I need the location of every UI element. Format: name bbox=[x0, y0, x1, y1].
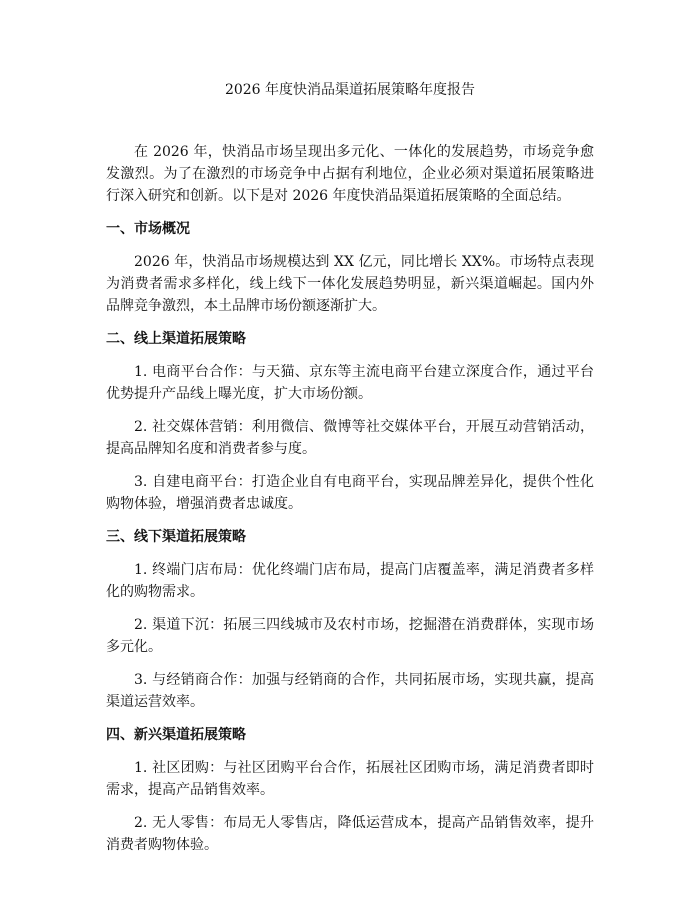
document-title: 2026 年度快消品渠道拓展策略年度报告 bbox=[224, 82, 476, 98]
list-item: 3. 自建电商平台：打造企业自有电商平台，实现品牌差异化，提供个性化购物体验，增强消费者忠诚度。 bbox=[106, 474, 594, 512]
list-item: 2. 渠道下沉：拓展三四线城市及农村市场，挖掘潜在消费群体，实现市场多元化。 bbox=[106, 617, 594, 655]
list-item: 1. 电商平台合作：与天猫、京东等主流电商平台建立深度合作，通过平台优势提升产品线上曝光度，扩大市场份额。 bbox=[106, 364, 594, 402]
intro-paragraph: 在 2026 年，快消品市场呈现出多元化、一体化的发展趋势，市场竞争愈发激烈。为了在激烈的市场竞争中占据有利地位，企业必须对渠道拓展策略进行深入研究和创新。以下是对 2026 年度快消品渠道拓展策略的全面总结。 bbox=[106, 144, 594, 204]
list-item: 2. 无人零售：布局无人零售店，降低运营成本，提高产品销售效率，提升消费者购物体验。 bbox=[106, 815, 594, 853]
section-heading-offline-channels: 三、线下渠道拓展策略 bbox=[106, 529, 246, 545]
list-item: 1. 终端门店布局：优化终端门店布局，提高门店覆盖率，满足消费者多样化的购物需求。 bbox=[106, 562, 594, 600]
section-heading-online-channels: 二、线上渠道拓展策略 bbox=[106, 331, 246, 347]
section-heading-emerging-channels: 四、新兴渠道拓展策略 bbox=[106, 727, 246, 743]
document-body bbox=[106, 141, 594, 867]
list-item: 3. 与经销商合作：加强与经销商的合作，共同拓展市场，实现共赢，提高渠道运营效率。 bbox=[106, 672, 594, 710]
section-heading-market-overview: 一、市场概况 bbox=[106, 221, 190, 237]
section-paragraph: 2026 年，快消品市场规模达到 XX 亿元，同比增长 XX%。市场特点表现为消费者需求多样化，线上线下一体化发展趋势明显，新兴渠道崛起。国内外品牌竞争激烈，本土品牌市场份额逐渐扩大。 bbox=[106, 254, 594, 314]
list-item: 2. 社交媒体营销：利用微信、微博等社交媒体平台，开展互动营销活动，提高品牌知名度和消费者参与度。 bbox=[106, 419, 594, 457]
list-item: 1. 社区团购：与社区团购平台合作，拓展社区团购市场，满足消费者即时需求，提高产品销售效率。 bbox=[106, 760, 594, 798]
